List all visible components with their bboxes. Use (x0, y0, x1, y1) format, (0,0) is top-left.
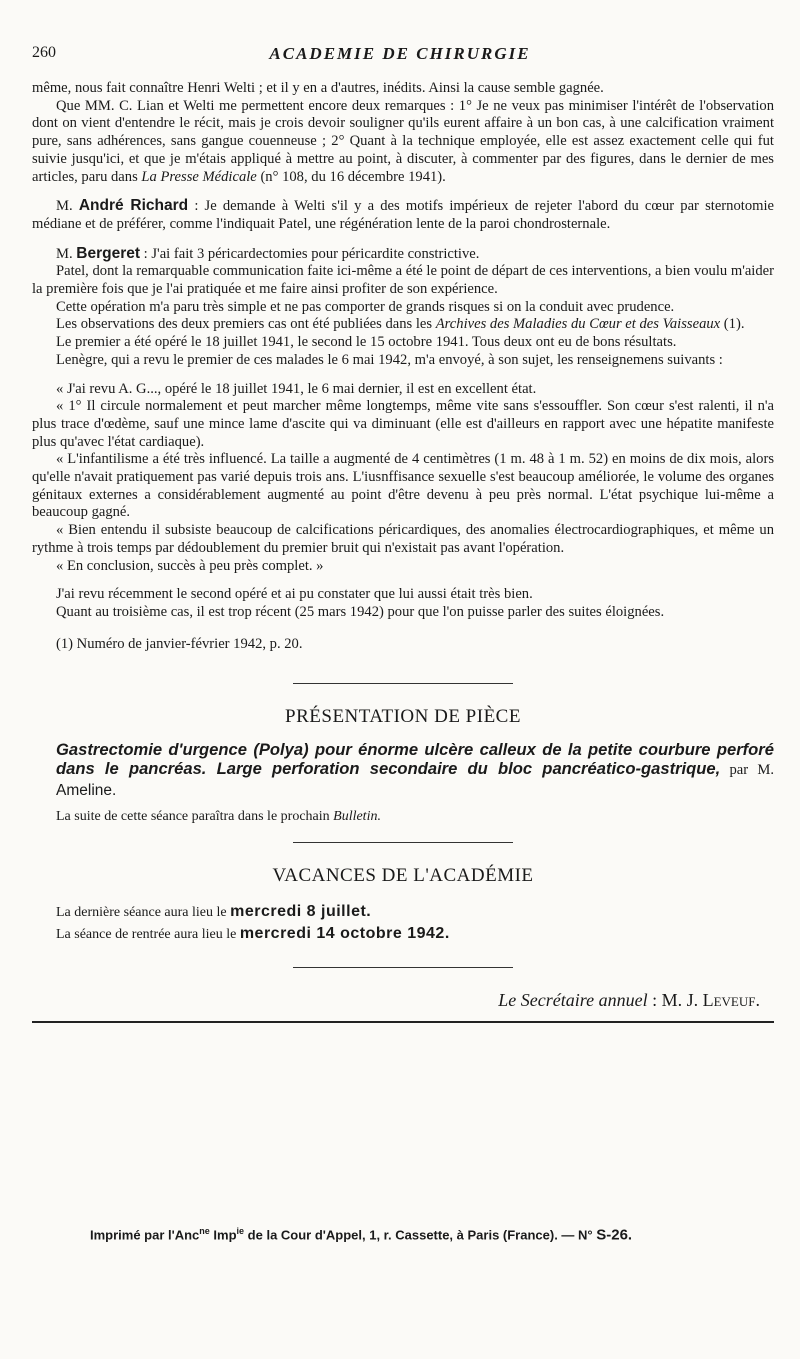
quote-text: « J'ai revu A. G..., opéré le 18 juillet 1941, le 6 mai dernier, il est en excellent état. (56, 380, 537, 397)
vacances-text: La dernière séance aura lieu le (56, 904, 231, 920)
paragraph-text: (n° 108, du 16 décembre 1941). (256, 168, 446, 185)
paragraph (32, 334, 774, 352)
section-divider (293, 967, 513, 968)
paragraph-text: : J'ai fait 3 péricardectomies pour péricardite constrictive. (140, 245, 480, 262)
paragraph-text: Cette opération m'a paru très simple et ne pas comporter de grands risques si on la conduit avec prudence. (56, 298, 675, 315)
journal-title: Archives des Maladies du Cœur et des Vaisseaux (435, 316, 721, 333)
quote-paragraph (32, 558, 774, 576)
signature (32, 989, 774, 1010)
imprint-text: Imprimé par l'Anc (90, 1227, 200, 1243)
paragraph-text: Quant au troisième cas, il est trop récent (25 mars 1942) pour que l'on puisse parler des suites éloignées. (56, 603, 665, 620)
quote-paragraph (32, 398, 774, 451)
piece-title: Gastrectomie d'urgence (Polya) pour énorme ulcère calleux de la petite courbure perforé dans le pancréas. Large perforation secondaire du bloc pancréatico-gastrique, (56, 740, 774, 779)
vacances-date: mercredi 14 octobre 1942. (239, 924, 450, 942)
signature-sep: : (647, 989, 662, 1010)
speaker-name: Bergeret (76, 244, 141, 262)
piece-heading (32, 740, 774, 800)
quote-paragraph (32, 522, 774, 557)
footnote-text: (1) Numéro de janvier-février 1942, p. 20. (56, 635, 303, 652)
paragraph-text: Le premier a été opéré le 18 juillet 1941, le second le 15 octobre 1941. Tous deux ont eu de bons résultats. (56, 334, 677, 351)
vacances-date: mercredi 8 juillet. (230, 902, 372, 920)
section-divider (293, 842, 513, 843)
imprint-number: S-26. (596, 1226, 633, 1244)
quote-text: « En conclusion, succès à peu près complet. » (56, 557, 324, 574)
session-note (32, 808, 774, 826)
quote-paragraph (32, 381, 774, 399)
paragraph-text: Que MM. C. Lian et Welti me permettent encore deux remarques : 1° Je ne veux pas minimiser l'intérêt de l'observation dont on vient d'entendre le récit, mais je crois devoir souligner qu'ils eurent affaire à un bon cas, à une calcification vraiment pure, sans adhérences, sans gangue couenneuse ; 2° Quant à la technique employée, elle est assez exactement celle qui fut suivie jusqu'ici, et que je m'étais appliqué à mettre au point, à discuter, à commenter par des figures, dans le dernier de mes articles, paru dans (32, 97, 774, 185)
imprint-sup: ne (199, 1226, 210, 1236)
imprint-sup: ie (236, 1226, 245, 1236)
quote-text: « 1° Il circule normalement et peut marcher même longtemps, même vite sans s'essouffler. Son cœur s'est ralenti, il n'a plus trace d'œdème, sauf une mince lame d'ascite qui va diminuant (elle est d'ailleurs en rapport avec une hépatite manifeste plus qu'avec l'état cardiaque). (32, 398, 774, 450)
piece-by: par M. (720, 762, 774, 779)
quote-text: « L'infantilisme a été très influencé. La taille a augmenté de 4 centimètres (1 m. 48 à 1 m. 52) en moins de dix mois, alors qu'elle n'avait pratiquement pas varié depuis trois ans. L'iusnffisance sexuelle s'est beaucoup améliorée, le volume des organes génitaux externes a considérablement augmenté au point d'être devenu à peu près normal. L'état psychique lui-même a beaucoup gagné. (32, 451, 774, 521)
article-body (32, 80, 774, 1023)
section-title-presentation: PRÉSENTATION DE PIÈCE (285, 706, 521, 728)
footnote (32, 636, 774, 654)
paragraph-text: même, nous fait connaître Henri Welti ; et il y en a d'autres, inédits. Ainsi la cause semble gagnée. (32, 80, 604, 96)
paragraph (32, 352, 774, 370)
paragraph-text: : Je demande à Welti s'il y a des motifs impérieux de rejeter l'abord du cœur par sternotomie médiane et de préférer, comme l'indiquait Patel, une régénération lente de la paroi chondrosternale. (32, 198, 774, 232)
paragraph (32, 586, 774, 604)
paragraph (32, 263, 774, 298)
paragraph-text: J'ai revu récemment le second opéré et ai pu constater que lui aussi était très bien. (56, 586, 533, 603)
piece-author: Ameline. (56, 782, 117, 800)
paragraph-text: Lenègre, qui a revu le premier de ces malades le 6 mai 1942, m'a envoyé, à son sujet, les renseignemens suivants : (56, 351, 723, 368)
note-text: La suite de cette séance paraîtra dans le prochain (56, 809, 334, 825)
speaker-name: André Richard (78, 197, 189, 215)
section-title-vacances: VACANCES DE L'ACADÉMIE (272, 864, 534, 886)
speaker-paragraph-bergeret (32, 245, 774, 264)
paragraph (32, 604, 774, 622)
page-number: 260 (32, 44, 56, 61)
section-divider (293, 683, 513, 684)
quote-paragraph (32, 451, 774, 522)
vacances-text: La séance de rentrée aura lieu le (56, 926, 240, 942)
journal-title: La Presse Médicale (141, 168, 257, 185)
vacances-line (32, 901, 774, 923)
page-header (32, 44, 768, 68)
journal-title: Bulletin. (333, 809, 381, 825)
quote-text: « Bien entendu il subsiste beaucoup de calcifications péricardiques, des anomalies électrocardiographiques, et même un rythme à trois temps par dédoublement du premier bruit qui n'existait pas avant l'opération. (32, 522, 774, 556)
signature-name: Leveuf. (702, 989, 760, 1010)
imprint-line (90, 1226, 632, 1243)
vacances-line (32, 923, 774, 945)
paragraph (32, 98, 774, 187)
speaker-paragraph-richard (32, 197, 774, 233)
imprint-text: Imp (209, 1227, 237, 1243)
paragraph-text: Patel, dont la remarquable communication faite ici-même a été le point de départ de ces interventions, a bien voulu m'aider la première fois que je l'ai pratiquée et me faire ainsi profiter de son expérience. (32, 263, 774, 298)
signature-prefix: M. J. (661, 989, 703, 1010)
paragraph-text: Les observations des deux premiers cas ont été publiées dans les (56, 316, 436, 333)
paragraph-text: (1). (720, 316, 745, 333)
paragraph (32, 316, 774, 334)
paragraph (32, 299, 774, 317)
speaker-prefix: M. (56, 245, 77, 262)
signature-role: Le Secrétaire annuel (498, 989, 648, 1010)
imprint-text: de la Cour d'Appel, 1, r. Cassette, à Paris (France). — N° (244, 1227, 597, 1243)
speaker-prefix: M. (56, 198, 79, 215)
footer-rule (32, 1021, 774, 1023)
running-head: ACADEMIE DE CHIRURGIE (269, 44, 531, 63)
paragraph (32, 80, 774, 98)
